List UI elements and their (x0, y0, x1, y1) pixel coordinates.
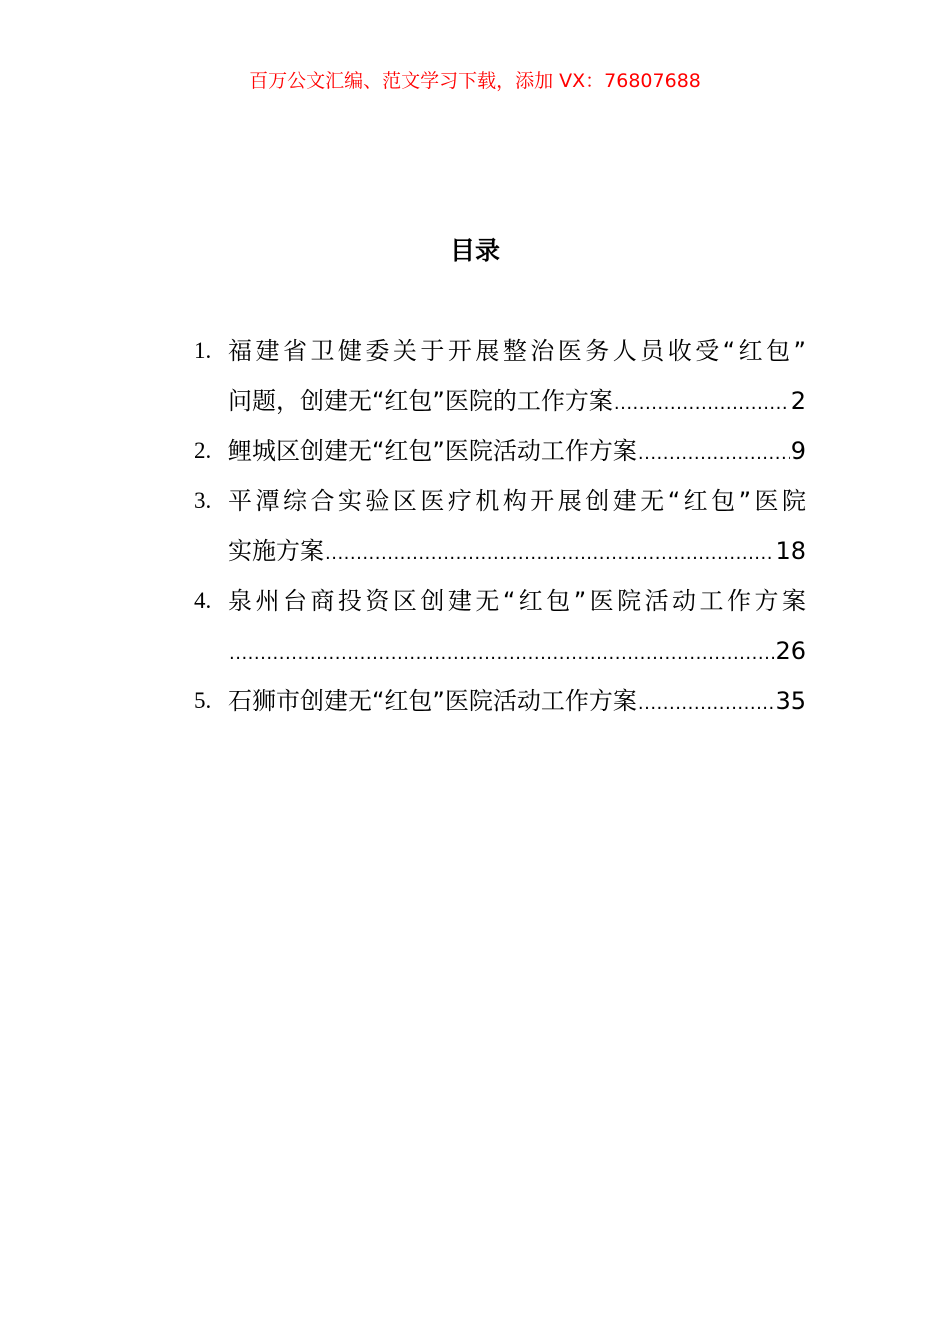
toc-item-1[interactable] (190, 326, 806, 426)
toc-item-number: 3. (194, 488, 212, 513)
toc-item-title: 泉州台商投资区创建无“红包”医院活动工作方案 (228, 587, 806, 615)
toc-item-number: 1. (194, 338, 212, 363)
toc-item-page: 26 (775, 637, 806, 665)
toc-item-2[interactable] (190, 426, 806, 476)
toc-item-page: 2 (790, 387, 806, 415)
toc-dot-leader (614, 379, 790, 429)
toc-item-number: 4. (194, 588, 212, 613)
toc-title: 目录 (449, 236, 500, 265)
toc-item-line (228, 626, 806, 676)
toc-item-page: 9 (790, 437, 806, 465)
toc-item-line (228, 676, 806, 726)
toc-item-line (228, 576, 806, 626)
toc-dot-leader (638, 429, 790, 479)
header-banner: 百万公文汇编、范文学习下载，添加 VX：76807688 (249, 70, 701, 92)
toc-item-title: 福建省卫健委关于开展整治医务人员收受“红包” (228, 337, 806, 365)
toc-item-title: 平潭综合实验区医疗机构开展创建无“红包”医院 (228, 487, 806, 515)
toc-dot-leader (638, 679, 775, 729)
toc-item-page: 35 (775, 687, 806, 715)
toc-item-line (228, 476, 806, 526)
toc-item-5[interactable] (190, 676, 806, 726)
toc-item-number: 2. (194, 438, 212, 463)
toc-item-3[interactable] (190, 476, 806, 576)
toc-item-title-continued: 问题，创建无“红包”医院的工作方案 (228, 387, 613, 415)
toc-dot-leader (325, 529, 774, 579)
toc-item-line (228, 526, 806, 576)
toc-item-title-continued: 实施方案 (228, 537, 324, 565)
toc-item-4[interactable] (190, 576, 806, 676)
toc-dot-leader (229, 629, 774, 679)
toc-item-line (228, 426, 806, 476)
toc-item-title: 石狮市创建无“红包”医院活动工作方案 (228, 687, 637, 715)
toc-item-title: 鲤城区创建无“红包”医院活动工作方案 (228, 437, 637, 465)
table-of-contents (190, 326, 806, 726)
toc-item-line (228, 376, 806, 426)
toc-item-number: 5. (194, 688, 212, 713)
toc-item-page: 18 (775, 537, 806, 565)
toc-item-line (228, 326, 806, 376)
